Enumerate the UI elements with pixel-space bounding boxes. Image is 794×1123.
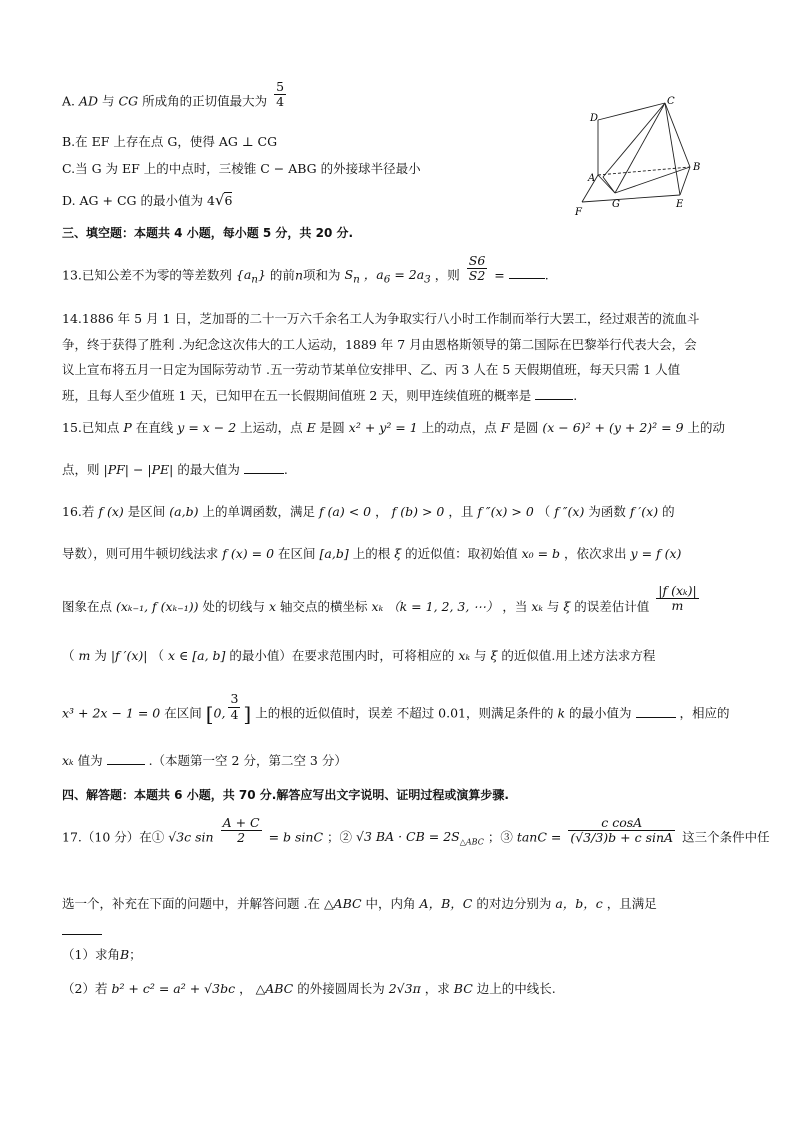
sqrt-symbol: √ <box>214 191 225 209</box>
fraction-a-plus-c: $\frac{A + C}{2}$ <box>222 815 260 846</box>
section-3-heading: 三、填空题：本题共 4 小题，每小题 5 分，共 20 分. <box>62 226 354 240</box>
option-d: D. AG + CG 的最小值为 4√6 <box>62 191 233 209</box>
label-b: B <box>693 162 701 173</box>
question-17-part-2: （2）若 b² + c² = a² + √3bc ， △ABC 的外接圆周长为 2√3π ，求 BC 边上的中线长. <box>62 981 556 996</box>
label-f: F <box>575 207 582 218</box>
question-14-line-4: 班，且每人至少值班 1 天，已知甲在五一长假期间值班 2 天，则甲连续值班的概率是 . <box>62 388 578 403</box>
question-16-line-1: 16.若 f (x) 是区间 (a,b) 上的单调函数，满足 f (a) < 0 ， f (b) > 0 ，且 f ″(x) > 0 （ f ″(x) 为函数 f ′(x) 的 <box>62 504 675 519</box>
answer-blank <box>535 398 573 400</box>
question-16-line-2: 导数），则可用牛顿切线法求 f (x) = 0 在区间 [a,b] 上的根 ξ 的近似值：取初始值 x₀ = b ，依次求出 y = f (x) <box>62 546 682 561</box>
question-14-line-3: 议上宣布将五月一日定为国际劳动节 .五一劳动节某单位安排甲、乙、丙 3 人在 5 天假期值班，每天只需 1 人值 <box>62 362 681 377</box>
fraction-tanc: $\frac{\text{c cosA}}{\text{(√3/3)b + c sinA}}$ <box>570 815 674 846</box>
question-15-line-1: 15.已知点 P 在直线 y = x − 2 上运动，点 E 是圆 x² + y² = 1 上的动点，点 F 是圆 (x − 6)² + (y + 2)² = 9 上的动 <box>62 420 726 435</box>
answer-blank <box>636 716 676 718</box>
label-d: D <box>590 113 599 124</box>
label-a: A <box>588 173 596 184</box>
option-a: A. AD 与 CG 所成角的正切值最大为 $\frac{5}{4}$ <box>62 79 285 110</box>
answer-blank <box>244 472 284 474</box>
math-cg: CG <box>118 93 139 109</box>
fraction-error-estimate: $\frac{\text{|f (xₖ)|}}{m}$ <box>658 582 697 613</box>
answer-blank <box>509 277 545 279</box>
question-13: 13.已知公差不为零的等差数列 $\{a_n\}$ 的前n项和为 $S_n$ ，$a_6 = 2a_3$ ，则 $\frac{S6}{S2}$ = . <box>62 253 549 286</box>
option-c: C.当 G 为 EF 上的中点时，三棱锥 C − ABG 的外接球半径最小 <box>62 161 421 176</box>
label-e: E <box>676 199 684 210</box>
question-17-line-1: 17.（10 分）在① √3c sin $\frac{A + C}{2}$ = b sinC ；② √3 BA · CB = $2S_{\triangle ABC}$ ；③ tanC = $\frac{\text{c cosA}}{\text{(√3/3)b + c sinA}}$ 这三个条件中任 <box>62 815 770 847</box>
question-15-line-2: 点，则 |PF| − |PE| 的最大值为 . <box>62 462 288 477</box>
question-14-line-1: 14.1886 年 5 月 1 日，芝加哥的二十一万六千余名工人为争取实行八小时工作制而举行大罢工，经过艰苦的流血斗 <box>62 311 700 326</box>
prism-figure <box>570 95 710 220</box>
option-b: B.在 EF 上存在点 G，使得 AG ⊥ CG <box>62 134 278 149</box>
question-14-line-2: 争，终于获得了胜利 .为纪念这次伟大的工人运动，1889 年 7 月由恩格斯领导的第二国际在巴黎举行代表大会，会 <box>62 337 697 352</box>
section-4-heading: 四、解答题：本题共 6 小题，共 70 分.解答应写出文字说明、证明过程或演算步骤. <box>62 788 509 802</box>
fraction-5-4: $\frac{5}{4}$ <box>276 79 285 110</box>
answer-blank <box>62 933 102 935</box>
question-16-line-5: x³ + 2x − 1 = 0 在区间 [0, $\frac{3}{4}$ ] 上的根的近似值时，误差 不超过 0.01，则满足条件的 k 的最小值为 ，相应的 <box>62 691 730 726</box>
question-16-line-3: 图象在点 (xₖ₋₁, f (xₖ₋₁)) 处的切线与 x 轴交点的横坐标 xₖ （k = 1, 2, 3, ⋯） ，当 xₖ 与 ξ 的误差估计值 $\frac{\text{|f (xₖ)|}}{m}$ <box>62 582 697 614</box>
question-17-line-2: 选一个，补充在下面的问题中，并解答问题 .在 △ABC 中，内角 A，B，C 的对边分别为 a，b，c ，且满足 <box>62 896 657 911</box>
fraction-3-4: $\frac{3}{4}$ <box>230 691 239 722</box>
question-16-line-4: （ m 为 |f ′(x)| （ x ∈ [a, b] 的最小值）在要求范围内时，可将相应的 xₖ 与 ξ 的近似值.用上述方法求方程 <box>62 648 656 663</box>
question-17-part-1: （1）求角B； <box>62 947 142 962</box>
label-g: G <box>612 199 620 210</box>
fraction-s6-s2: $\frac{S6}{S2}$ <box>468 253 486 284</box>
answer-blank <box>107 763 145 765</box>
label-c: C <box>667 96 675 107</box>
question-16-line-6: xₖ 值为 .（本题第一空 2 分，第二空 3 分） <box>62 753 347 768</box>
math-ad: AD <box>79 93 99 109</box>
